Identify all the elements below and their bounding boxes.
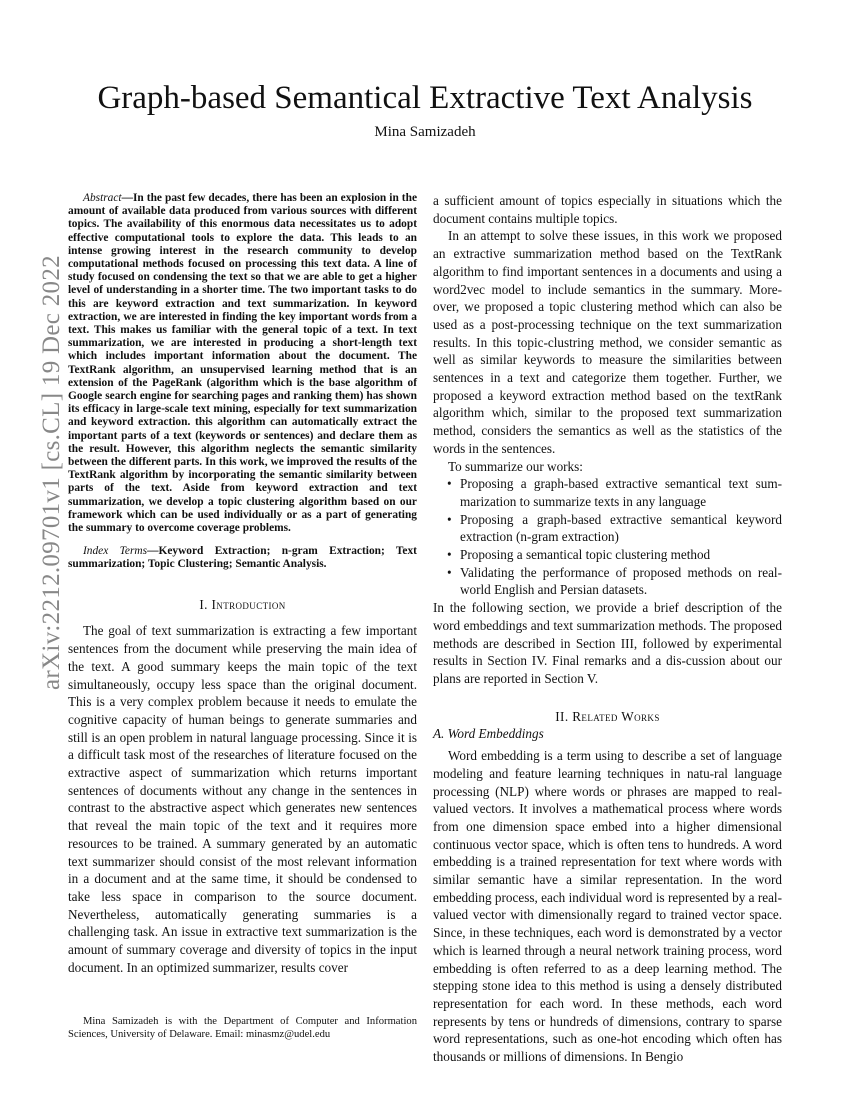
author-name: Mina Samizadeh (374, 124, 476, 140)
section-heading-introduction: I. Introduction (199, 596, 286, 612)
abstract-text: —In the past few decades, there has been an explosion in the amount of available data produced from various sources with different topics. The availability of this enormous data necessitates us to adopt effective computational tools to explore the data. This leads to an intense growing interest in the research community to develop computational methods focused on processing this text data. A line of study focused on condensing the text so that we are able to get a higher level of understanding in a shorter time. The two important tasks to do this are keyword extraction and text summarization. In keyword extraction, we are interested in finding the key important words from a text. This makes us familiar with the general topic of a text. In text summarization, we are interested in producing a short-length text which includes important information about the document. The TextRank algorithm, an unsupervised learning method that is an extension of the PageRank (algorithm which is the base algorithm of Google search engine for searching pages and ranking them) has shown its efficacy in large-scale text mining, especially for text summarization and keyword extraction. this algorithm can automatically extract the important parts of a text (keywords or sentences) and declare them as the result. However, this algorithm neglects the semantic similarity between the different parts. In this work, we improved the results of the TextRank algorithm by incorporating the semantic similarity between parts of the text. Aside from keyword extraction and text summarization, we develop a topic clustering algorithm based on our framework which can be used individually or as a part of generating the summary to overcome coverage problems. (68, 192, 417, 535)
outline-paragraph: In the following section, we provide a brief description of the word embeddings and text summarization methods. The proposed methods are described in Section III, followed by experimental results in Section IV. Final remarks and a dis-cussion about our plans are reported in Section V. (433, 600, 782, 686)
word-embeddings-paragraph: Word embedding is a term using to describe a set of language modeling and feature learning techniques in natu-ral language processing (NLP) where words or phrases are mapped to real-valued vectors. It involves a mathematical process where words from one dimension space embed into a higher dimensional continuous vector space, which is often tens to hundreds. A word embedding is a trained representation for text where words with similar semantic have a similar representation. In the word embedding process, each individual word is represented by a real-valued vector with dimensionally regard to trained vector space. Since, in these techniques, each word is demonstrated by a vector which is learned through a neural network training process, word embedding is often referred to as a deep learning method. The stepping stone idea to this method is using a densely distributed representation for each word. In these methods, each word represents by tens or hundreds of dimensions, contrary to sparse word representations, such as one-hot encoding which often has thousands or millions of dimensions. In Bengio (433, 748, 782, 1065)
bullet-icon: • (447, 564, 452, 580)
left-column (68, 192, 417, 976)
bullet-icon: • (447, 476, 452, 492)
bullet-icon: • (447, 547, 452, 563)
list-item: • Proposing a semantical topic clustering method (447, 547, 711, 563)
right-column (433, 192, 782, 1066)
continued-paragraph: a sufficient amount of topics especially in situations which the document contains multiple topics. (433, 193, 782, 226)
list-item: • Proposing a graph-based extractive semantical text sum-marization to summarize texts in any language (447, 476, 782, 509)
author-footnote: Mina Samizadeh is with the Department of Computer and Information Sciences, University of Delaware. Email: minasmz@udel.edu (68, 1016, 417, 1040)
subsection-heading-word-embeddings: A. Word Embeddings (433, 726, 544, 742)
proposal-paragraph: In an attempt to solve these issues, in this work we proposed an extractive summarization method based on the TextRank algorithm to find important sentences in a documents and using a word2vec model to include semantics in the summary. More-over, we proposed a topic clustering method which can also be used as a post-processing technique on the text summarization results. In this topic-clustring method, we consider semantic as well as similar keywords to measure the similarities between sentences in a text and categorize them together. Further, we proposed a keyword extraction method based on the textRank algorithm which, similar to the proposed text summarization method, considers the semantics as well as the statistics of the words in the sentences. (433, 228, 782, 456)
introduction-paragraph: The goal of text summarization is extracting a few important sentences from the document while preserving the main idea of the text. A good summary keeps the main topic of the text simultaneously, occupy less space than the original document. This is a very complex problem because it needs to emulate the cognitive capacity of human beings to generate summaries and still is an open problem in natural language processing. Since it is a difficult task most of the researches of literature focused on the extractive aspect of summarization which returns important sentences of documents without any change in the sentences in contrast to the abstractive aspect which generates new sentences that reveal the main topic of the text and it requires more resources to be trained. A summary generated by an automatic text summarizer should consist of the most relevant information in a document and at the same time, it should be condensed to take less space in comparison to the source document. Nevertheless, automatically generating summaries is a challenging task. An issue in extractive text summarization is the amount of summary coverage and diversity of topics in the input document. In an optimized summarizer, results cover (68, 623, 417, 975)
abstract (68, 192, 417, 535)
index-terms-label: Index Terms (83, 545, 148, 558)
index-terms (68, 545, 417, 571)
bullet-icon: • (447, 511, 452, 527)
arxiv-identifier: arXiv:2212.09701v1 [cs.CL] 19 Dec 2022 (38, 255, 65, 690)
list-item: • Proposing a graph-based extractive semantical keyword extraction (n-gram extraction) (447, 511, 782, 545)
contributions-list (433, 475, 782, 599)
index-terms-text: —Keyword Extraction; n-gram Extraction; Text summarization; Topic Clustering; Semantic Analysis. (68, 545, 417, 571)
abstract-label: Abstract (83, 192, 122, 204)
paper-title: Graph-based Semantical Extractive Text Analysis (97, 80, 753, 116)
list-item: • Validating the performance of proposed methods on real-world English and Persian datasets. (447, 564, 782, 598)
summary-intro: To summarize our works: (448, 458, 583, 474)
section-heading-related-works: II. Related Works (555, 708, 660, 724)
